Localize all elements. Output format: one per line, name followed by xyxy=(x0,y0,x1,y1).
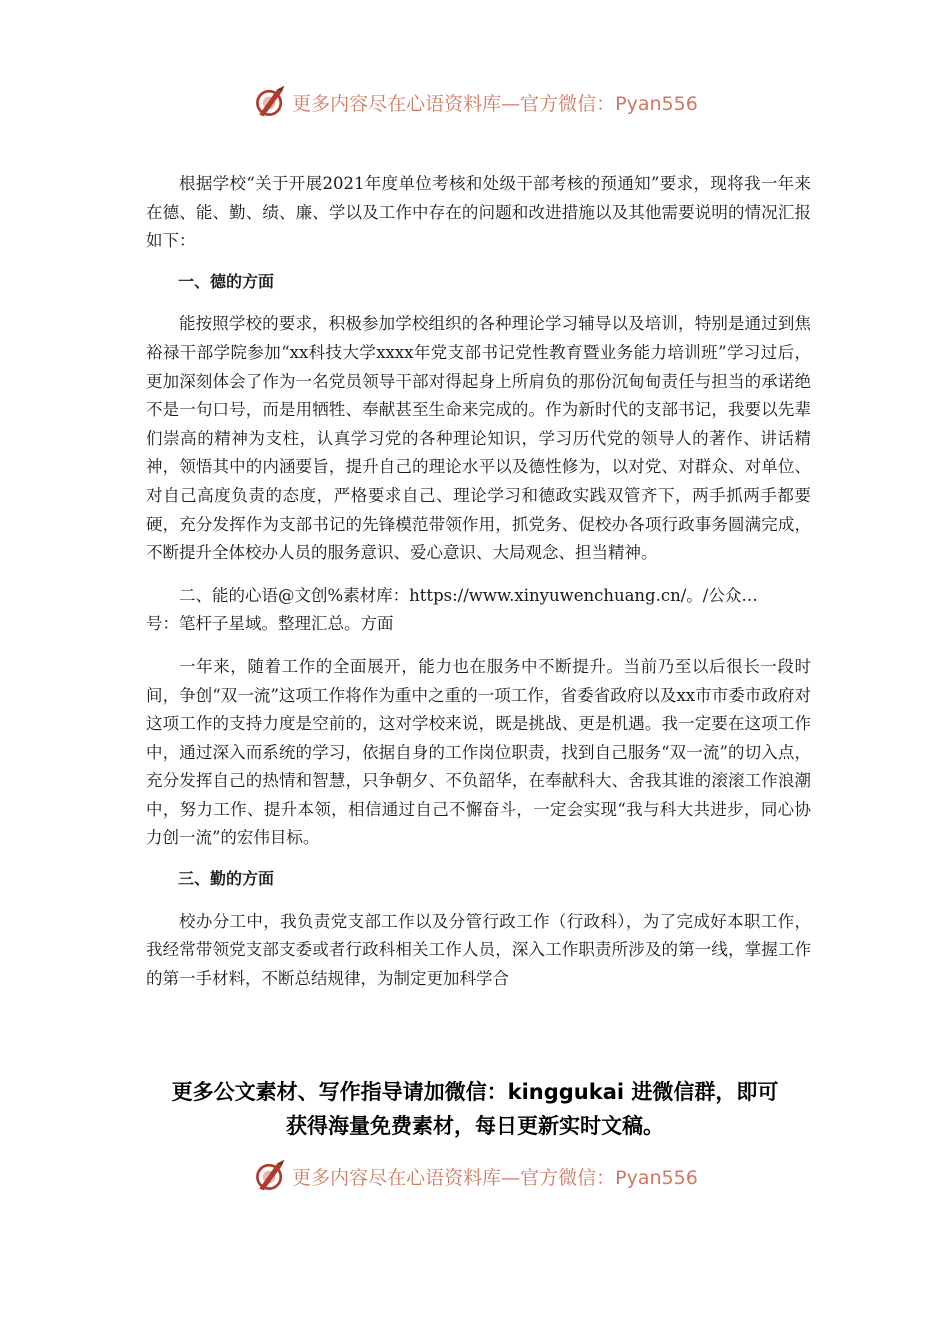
section-3-paragraph: 校办分工中，我负责党支部工作以及分管行政工作（行政科），为了完成好本职工作，我经常带领党支部支委或者行政科相关工作人员，深入工作职责所涉及的第一线，掌握工作的第一手材料，不断总结规律，为制定更加科学合 xyxy=(146,911,811,988)
banner-text: 更多内容尽在心语资料库—官方微信： xyxy=(292,92,616,115)
banner-text: 更多内容尽在心语资料库—官方微信： xyxy=(292,1166,616,1189)
promo-notice xyxy=(100,1075,850,1143)
section-2-paragraph: 一年来，随着工作的全面展开，能力也在服务中不断提升。当前乃至以后很长一段时间，争创“双一流”这项工作将作为重中之重的一项工作，省委省政府以及xx市市委市政府对这项工作的支持力度是空前的，这对学校来说，既是挑战、更是机遇。我一定要在这项工作中，通过深入而系统的学习，依据自身的工作岗位职责，找到自己服务“双一流”的切入点，充分发挥自己的热情和智慧，只争朝夕、不负韶华，在奉献科大、舍我其谁的滚滚工作浪潮中，努力工作、提升本领，相信通过自己不懈奋斗，一定会实现“我与科大共进步，同心协力创一流”的宏伟目标。 xyxy=(146,656,811,848)
quill-logo-icon xyxy=(252,1158,288,1194)
banner-wechat-id: Pyan556 xyxy=(615,92,698,115)
footer-banner xyxy=(0,1154,950,1198)
quill-logo-icon xyxy=(252,84,288,120)
section-2-heading-line1: 二、能的心语@文创%素材库：https://www.xinyuwenchuang.cn/。/公众… xyxy=(179,585,758,605)
section-1-heading: 一、德的方面 xyxy=(178,271,275,291)
promo-line-2: 获得海量免费素材，每日更新实时文稿。 xyxy=(286,1114,664,1138)
promo-line-1: 更多公文素材、写作指导请加微信：kinggukai 进微信群，即可 xyxy=(171,1080,779,1104)
banner-wechat-id: Pyan556 xyxy=(615,1166,698,1189)
intro-paragraph: 根据学校“关于开展2021年度单位考核和处级干部考核的预通知”要求，现将我一年来在德、能、勤、绩、廉、学以及工作中存在的问题和改进措施以及其他需要说明的情况汇报如下： xyxy=(146,174,811,251)
header-banner xyxy=(0,80,950,124)
section-1-paragraph: 能按照学校的要求，积极参加学校组织的各种理论学习辅导以及培训，特别是通过到焦裕禄干部学院参加“xx科技大学xxxx年党支部书记党性教育暨业务能力培训班”学习过后，更加深刻体会了作为一名党员领导干部对得起身上所肩负的那份沉甸甸责任与担当的承诺绝不是一句口号，而是用牺牲、奉献甚至生命来完成的。作为新时代的支部书记，我要以先辈们崇高的精神为支柱，认真学习党的各种理论知识，学习历代党的领导人的著作、讲话精神，领悟其中的内涵要旨，提升自己的理论水平以及德性修为，以对党、对群众、对单位、对自己高度负责的态度，严格要求自己、理论学习和德政实践双管齐下，两手抓两手都要硬，充分发挥作为支部书记的先锋模范带领作用，抓党务、促校办各项行政事务圆满完成，不断提升全体校办人员的服务意识、爱心意识、大局观念、担当精神。 xyxy=(146,314,811,563)
section-2-heading-line2: 号：笔杆子星域。整理汇总。方面 xyxy=(146,614,394,634)
document-body xyxy=(146,170,811,993)
section-3-heading: 三、勤的方面 xyxy=(178,869,275,889)
